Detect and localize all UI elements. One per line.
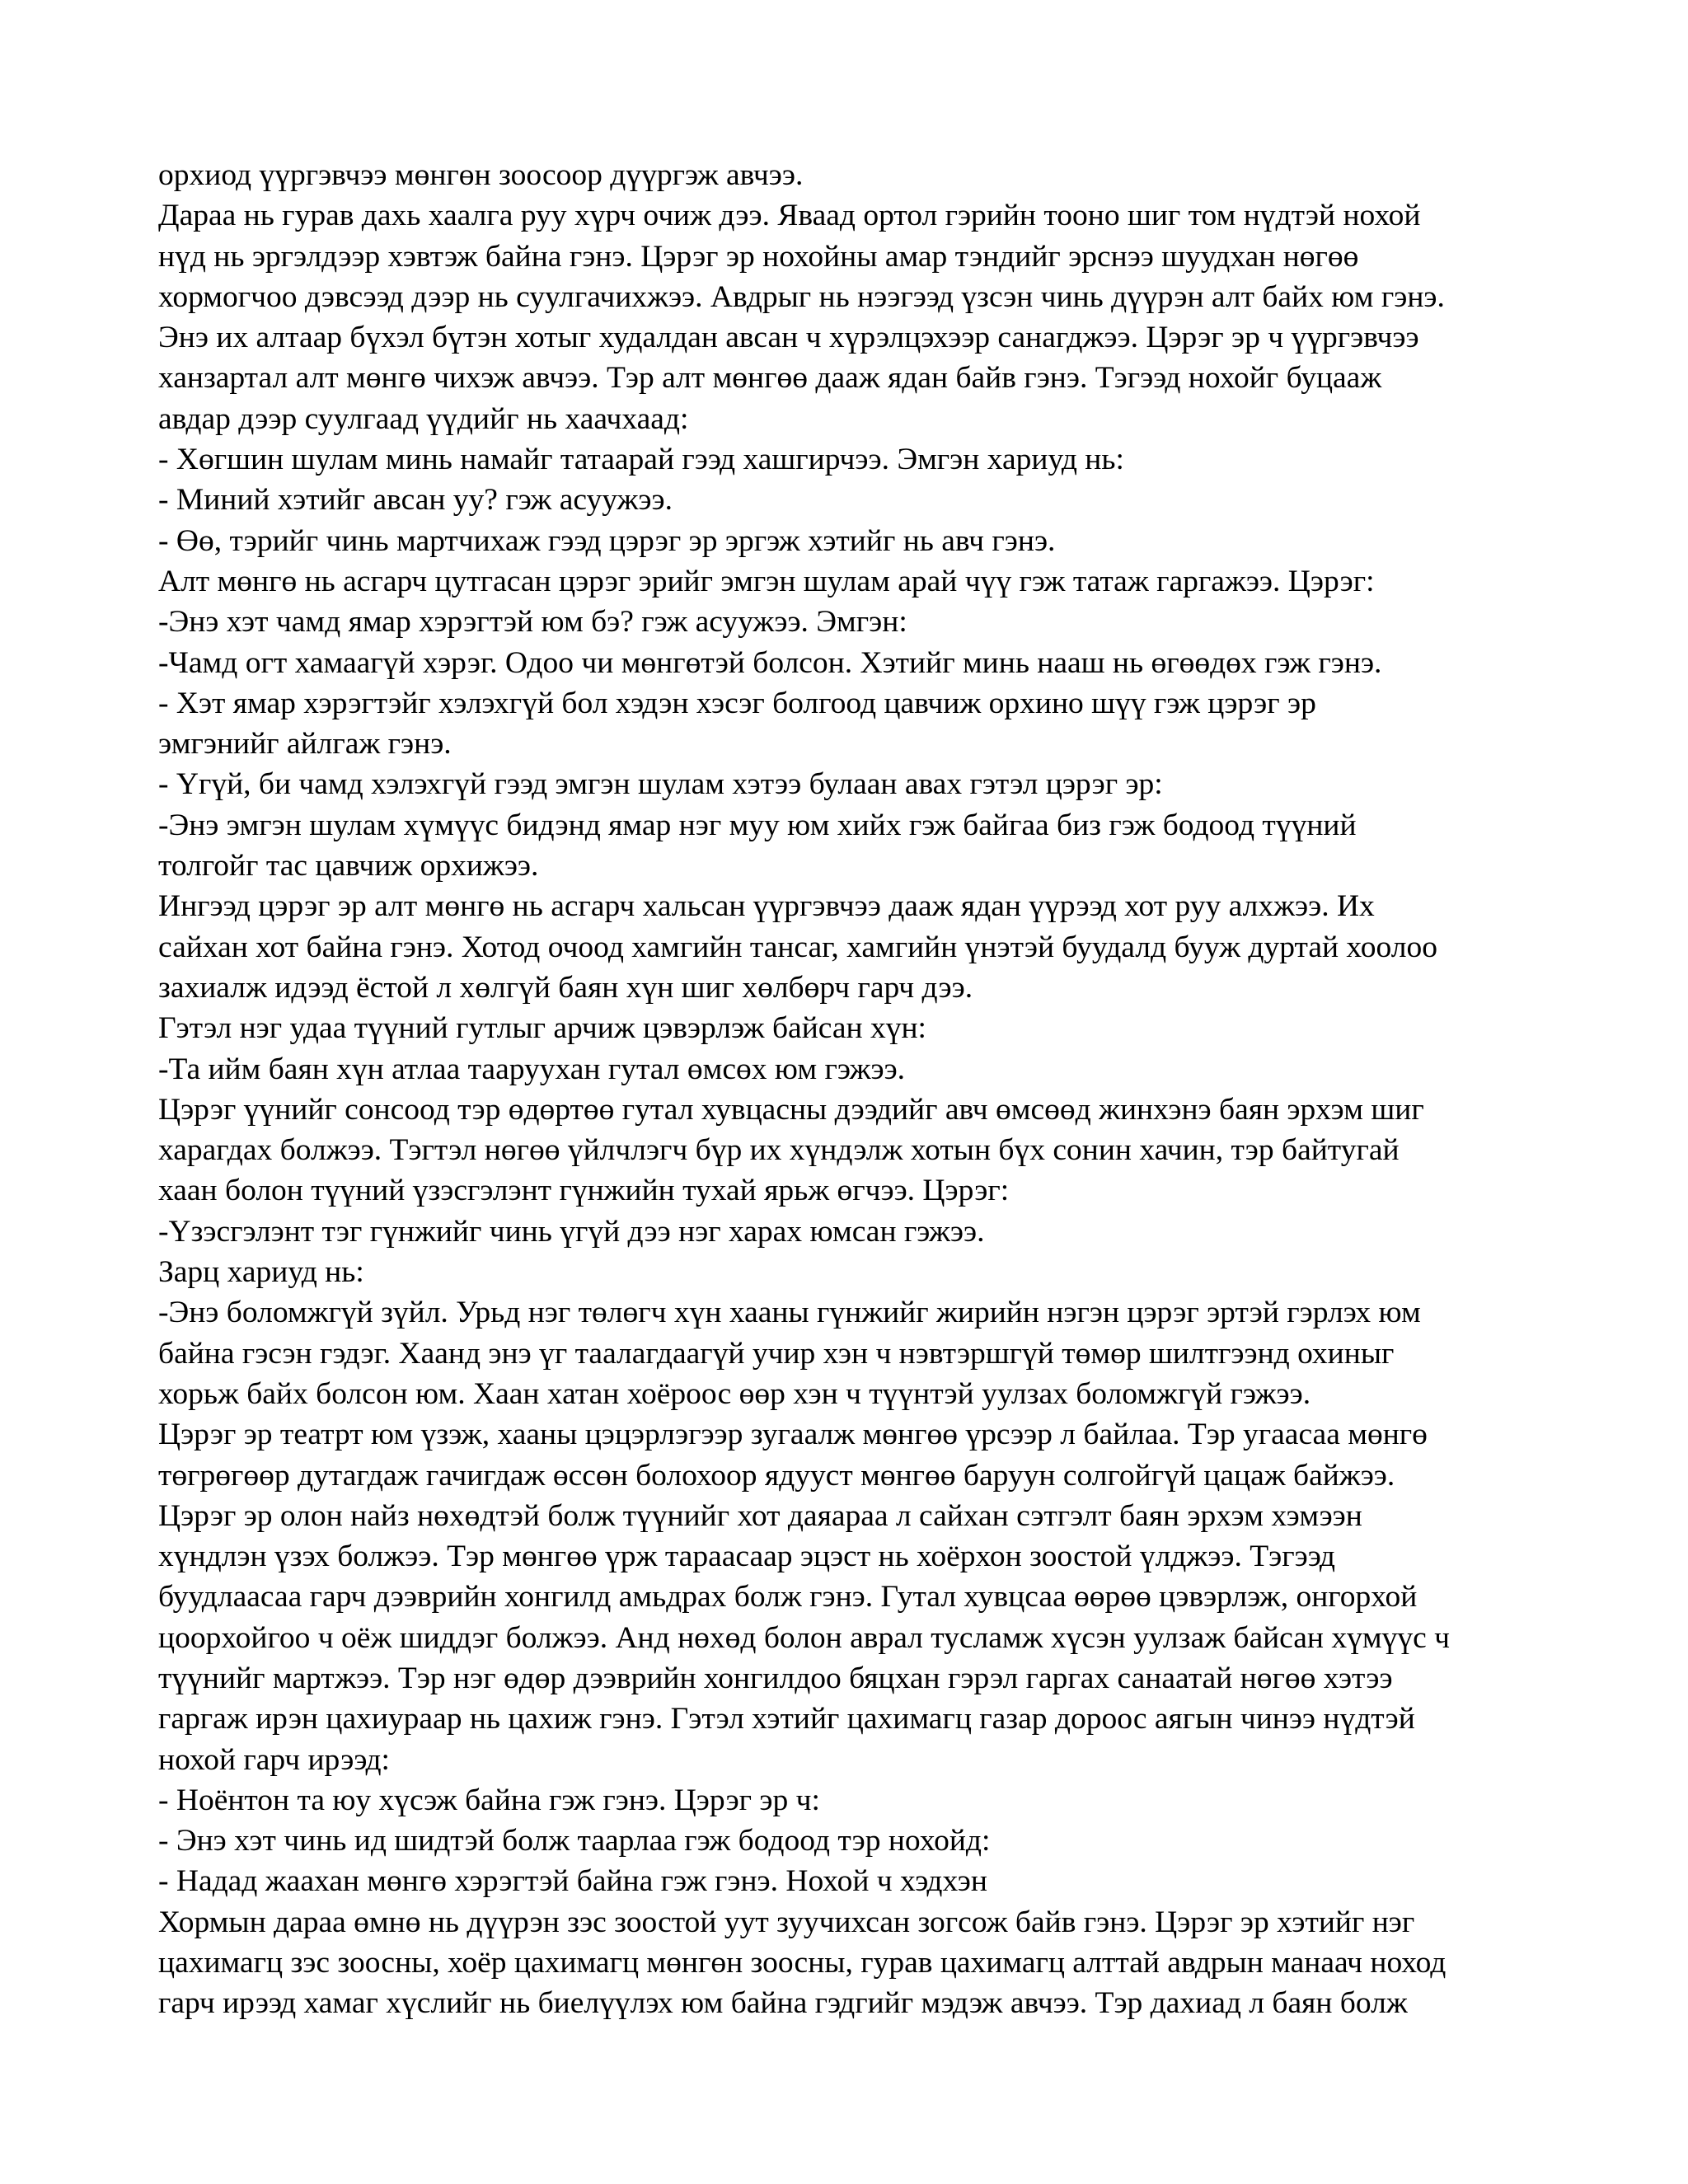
text-line: гаргаж ирэн цахиураар нь цахиж гэнэ. Гэтэл хэтийг цахимагц газар дороос аягын чинээ нүдтэй [158,1702,1415,1736]
text-line: сайхан хот байна гэнэ. Хотод очоод хамгийн тансаг, хамгийн үнэтэй буудалд бууж дуртай хоолоо [158,930,1437,964]
text-line: Алт мөнгө нь асгарч цутгасан цэрэг эрийг эмгэн шулам арай чүү гэж татаж гаргажээ. Цэрэг: [158,564,1375,598]
text-line: Дараа нь гурав дахь хаалга руу хүрч очиж дээ. Яваад ортол гэрийн тооно шиг том нүдтэй нохой [158,199,1421,233]
text-line: - Миний хэтийг авсан уу? гэж асуужээ. [158,483,673,518]
text-line: Зарц хариуд нь: [158,1255,364,1290]
text-line: Хормын дараа өмнө нь дүүрэн зэс зоостой уут зуучихсан зогсож байв гэнэ. Цэрэг эр хэтийг нэг [158,1905,1415,1939]
text-line: -Үзэсгэлэнт тэг гүнжийг чинь үгүй дээ нэг харах юмсан гэжээ. [158,1214,985,1249]
text-line: -Энэ эмгэн шулам хүмүүс бидэнд ямар нэг муу юм хийх гэж байгаа биз гэж бодоод түүний [158,808,1357,842]
text-line: хүндлэн үзэх болжээ. Тэр мөнгөө үрж тараасаар эцэст нь хоёрхон зоостой үлджээ. Тэгээд [158,1540,1335,1574]
text-line: Гэтэл нэг удаа түүний гутлыг арчиж цэвэрлэж байсан хүн: [158,1011,926,1046]
text-line: хорьж байх болсон юм. Хаан хатан хоёроос өөр хэн ч түүнтэй уулзах боломжгүй гэжээ. [158,1376,1311,1411]
text-line: -Та ийм баян хүн атлаа тааруухан гутал өмсөх юм гэжээ. [158,1052,906,1086]
text-line: нүд нь эргэлдээр хэвтэж байна гэнэ. Цэрэг эр нохойны амар тэндийг эрснээ шуудхан нөгөө [158,239,1359,274]
text-line: буудлаасаа гарч дээврийн хонгилд амьдрах болж гэнэ. Гутал хувцсаа өөрөө цэвэрлэж, онгорхой [158,1580,1418,1615]
text-line: - Надад жаахан мөнгө хэрэгтэй байна гэж гэнэ. Нохой ч хэдхэн [158,1864,987,1899]
document-page [158,155,1559,2024]
text-line: Цэрэг эр олон найз нөхөдтэй болж түүнийг хот даяараа л сайхан сэтгэлт баян эрхэм хэмээн [158,1498,1362,1533]
text-line: - Хөгшин шулам минь намайг татаарай гээд хашгирчээ. Эмгэн хариуд нь: [158,443,1124,477]
text-line: түүнийг мартжээ. Тэр нэг өдөр дээврийн хонгилдоо бяцхан гэрэл гаргах санаатай нөгөө хэтээ [158,1661,1393,1695]
text-line: Энэ их алтаар бүхэл бүтэн хотыг худалдан авсан ч хүрэлцэхээр санагджээ. Цэрэг эр ч үүргэвчээ [158,321,1419,355]
text-line: - Энэ хэт чинь ид шидтэй болж таарлаа гэж бодоод тэр нохойд: [158,1824,991,1858]
text-line: орхиод үүргэвчээ мөнгөн зоосоор дүүргэж авчээ. [158,158,804,192]
text-line: цахимагц зэс зоосны, хоёр цахимагц мөнгөн зоосны, гурав цахимагц алттай авдрын манаач ноход [158,1946,1447,1980]
text-line: төгрөгөөр дутагдаж гачигдаж өссөн болохоор ядууст мөнгөө баруун солгойгүй цацаж байжээ. [158,1458,1395,1493]
text-line: толгойг тас цавчиж орхижээ. [158,849,539,883]
text-line: хормогчоо дэвсээд дээр нь суулгачихжээ. Авдрыг нь нээгээд үзсэн чинь дүүрэн алт байх юм гэнэ. [158,279,1445,314]
text-line: Цэрэг үүнийг сонсоод тэр өдөртөө гутал хувцасны дээдийг авч өмсөөд жинхэнэ баян эрхэм шиг [158,1092,1424,1127]
text-line: - Үгүй, би чамд хэлэхгүй гээд эмгэн шулам хэтээ булаан авах гэтэл цэрэг эр: [158,767,1163,802]
text-line: - Ноёнтон та юу хүсэж байна гэж гэнэ. Цэрэг эр ч: [158,1783,820,1817]
text-line: цоорхойгоо ч оёж шиддэг болжээ. Анд нөхөд болон аврал тусламж хүсэн уулзаж байсан хүмүүс ч [158,1620,1450,1655]
text-line: - Хэт ямар хэрэгтэйг хэлэхгүй бол хэдэн хэсэг болгоод цавчиж орхино шүү гэж цэрэг эр [158,686,1316,720]
text-line: авдар дээр суулгаад үүдийг нь хаачхаад: [158,401,689,436]
text-line: гарч ирээд хамаг хүслийг нь биелүүлэх юм байна гэдгийг мэдэж авчээ. Тэр дахиад л баян болж [158,1986,1408,2021]
text-line: байна гэсэн гэдэг. Хаанд энэ үг таалагдаагүй учир хэн ч нэвтэршгүй төмөр шилтгээнд охиныг [158,1336,1395,1371]
text-line: -Чамд огт хамаагүй хэрэг. Одоо чи мөнгөтэй болсон. Хэтийг минь нааш нь өгөөдөх гэж гэнэ. [158,645,1382,680]
text-line: захиалж идээд ёстой л хөлгүй баян хүн шиг хөлбөрч гарч дээ. [158,970,973,1005]
text-line: ханзартал алт мөнгө чихэж авчээ. Тэр алт мөнгөө дааж ядан байв гэнэ. Тэгээд нохойг буцааж [158,361,1382,396]
text-line: эмгэнийг айлгаж гэнэ. [158,727,452,762]
text-line: Ингээд цэрэг эр алт мөнгө нь асгарч хальсан үүргэвчээ дааж ядан үүрээд хот руу алхжээ. Их [158,889,1375,924]
text-line: хаан болон түүний үзэсгэлэнт гүнжийн тухай ярьж өгчээ. Цэрэг: [158,1174,1010,1208]
text-line: - Өө, тэрийг чинь мартчихаж гээд цэрэг эр эргэж хэтийг нь авч гэнэ. [158,523,1056,558]
text-line: -Энэ боломжгүй зүйл. Урьд нэг төлөгч хүн хааны гүнжийг жирийн нэгэн цэрэг эртэй гэрлэх юм [158,1296,1421,1330]
text-line: -Энэ хэт чамд ямар хэрэгтэй юм бэ? гэж асуужээ. Эмгэн: [158,605,907,640]
text-line: нохой гарч ирээд: [158,1742,390,1777]
text-line: Цэрэг эр театрт юм үзэж, хааны цэцэрлэгээр зугаалж мөнгөө үрсээр л байлаа. Тэр угаасаа мөнгө [158,1418,1428,1452]
text-line: харагдах болжээ. Тэгтэл нөгөө үйлчлэгч бүр их хүндэлж хотын бүх сонин хачин, тэр байтугай [158,1133,1400,1168]
